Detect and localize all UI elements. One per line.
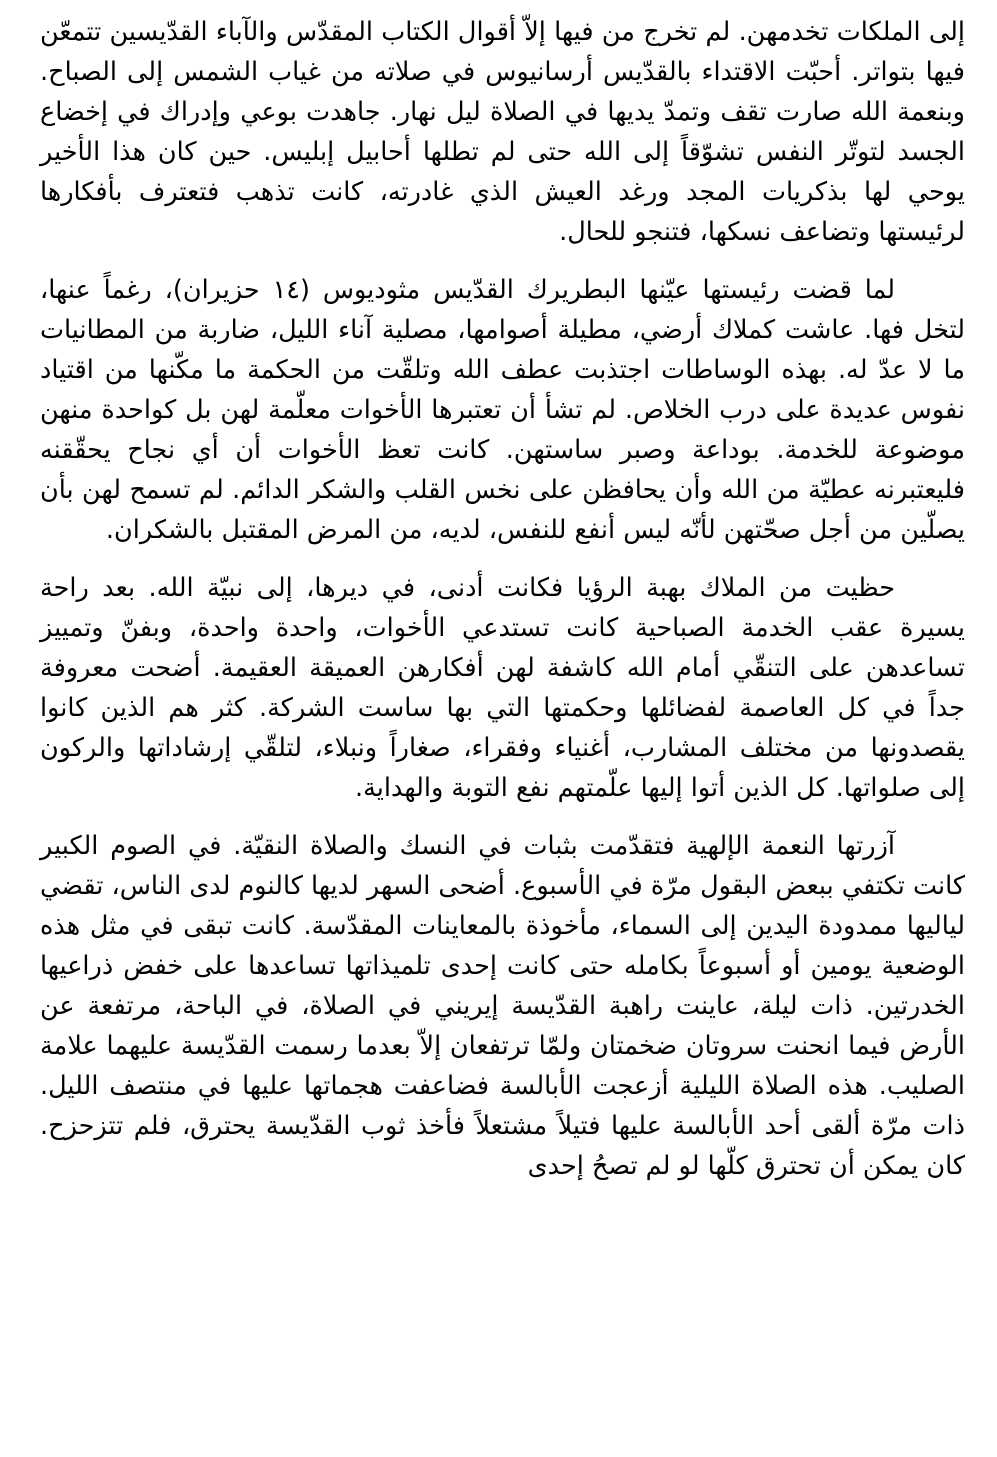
paragraph-2: لما قضت رئيستها عيّنها البطريرك القدّيس مثوديوس (١٤ حزيران)، رغماً عنها، لتخل فها. عاشت كملاك أرضي، مطيلة أصوامها، مصلية آناء الليل، ضاربة من المطانيات ما لا عدّ له. بهذه الوساطات اجتذبت عطف الله وتلقّت من الحكمة ما مكّنها من اقتياد نفوس عديدة على درب الخلاص. لم تشأ أن تعتبرها الأخوات معلّمة لهن بل كواحدة منهن موضوعة للخدمة. بوداعة وصبر ساستهن. كانت تعظ الأخوات أن أي نجاح يحقّقنه فليعتبرنه عطيّة من الله وأن يحافظن على نخس القلب والشكر الدائم. لم تسمح لهن بأن يصلّين من أجل صحّتهن لأنّه ليس أنفع للنفس، لديه، من المرض المقتبل بالشكران. (40, 275, 965, 545)
paragraph-3: حظيت من الملاك بهبة الرؤيا فكانت أدنى، في ديرها، إلى نبيّة الله. بعد راحة يسيرة عقب الخدمة الصباحية كانت تستدعي الأخوات، واحدة واحدة، وبفنّ وتمييز تساعدهن على التنقّي أمام الله كاشفة لهن أفكارهن العميقة العقيمة. أضحت معروفة جداً في كل العاصمة لفضائلها وحكمتها التي بها ساست الشركة. كثر هم الذين كانوا يقصدونها من مختلف المشارب، أغنياء وفقراء، صغاراً ونبلاء، لتلقّي إرشاداتها والركون إلى صلواتها. كل الذين أتوا إليها علّمتهم نفع التوبة والهداية. (40, 573, 965, 803)
paragraph-1: إلى الملكات تخدمهن. لم تخرج من فيها إلاّ أقوال الكتاب المقدّس والآباء القدّيسين تتمعّن فيها بتواتر. أحبّت الاقتداء بالقدّيس أرسانيوس في صلاته من غياب الشمس إلى الصباح. وبنعمة الله صارت تقف وتمدّ يديها في الصلاة ليل نهار. جاهدت بوعي وإدراك في إخضاع الجسد لتوتّر النفس تشوّقاً إلى الله حتى لم تطلها أحابيل إبليس. حين كان هذا الأخير يوحي لها بذكريات المجد ورغد العيش الذي غادرته، كانت تذهب فتعترف بأفكارها لرئيستها وتضاعف نسكها، فتنجو للحال. (40, 17, 965, 247)
paragraph-4: آزرتها النعمة الإلهية فتقدّمت بثبات في النسك والصلاة النقيّة. في الصوم الكبير كانت تكتفي ببعض البقول مرّة في الأسبوع. أضحى السهر لديها كالنوم لدى الناس، تقضي لياليها ممدودة اليدين إلى السماء، مأخوذة بالمعاينات المقدّسة. كانت تبقى في مثل هذه الوضعية يومين أو أسبوعاً بكامله حتى كانت إحدى تلميذاتها تساعدها على خفض ذراعيها الخدرتين. ذات ليلة، عاينت راهبة القدّيسة إيريني في الصلاة، في الباحة، مرتفعة عن الأرض فيما انحنت سروتان ضخمتان ولمّا ترتفعان إلاّ بعدما رسمت القدّيسة عليهما علامة الصليب. هذه الصلاة الليلية أزعجت الأبالسة فضاعفت هجماتها عليها في منتصف الليل. ذات مرّة ألقى أحد الأبالسة عليها فتيلاً مشتعلاً فأخذ ثوب القدّيسة يحترق، فلم تتزحزح. كان يمكن أن تحترق كلّها لو لم تصحُ إحدى (40, 831, 965, 1181)
